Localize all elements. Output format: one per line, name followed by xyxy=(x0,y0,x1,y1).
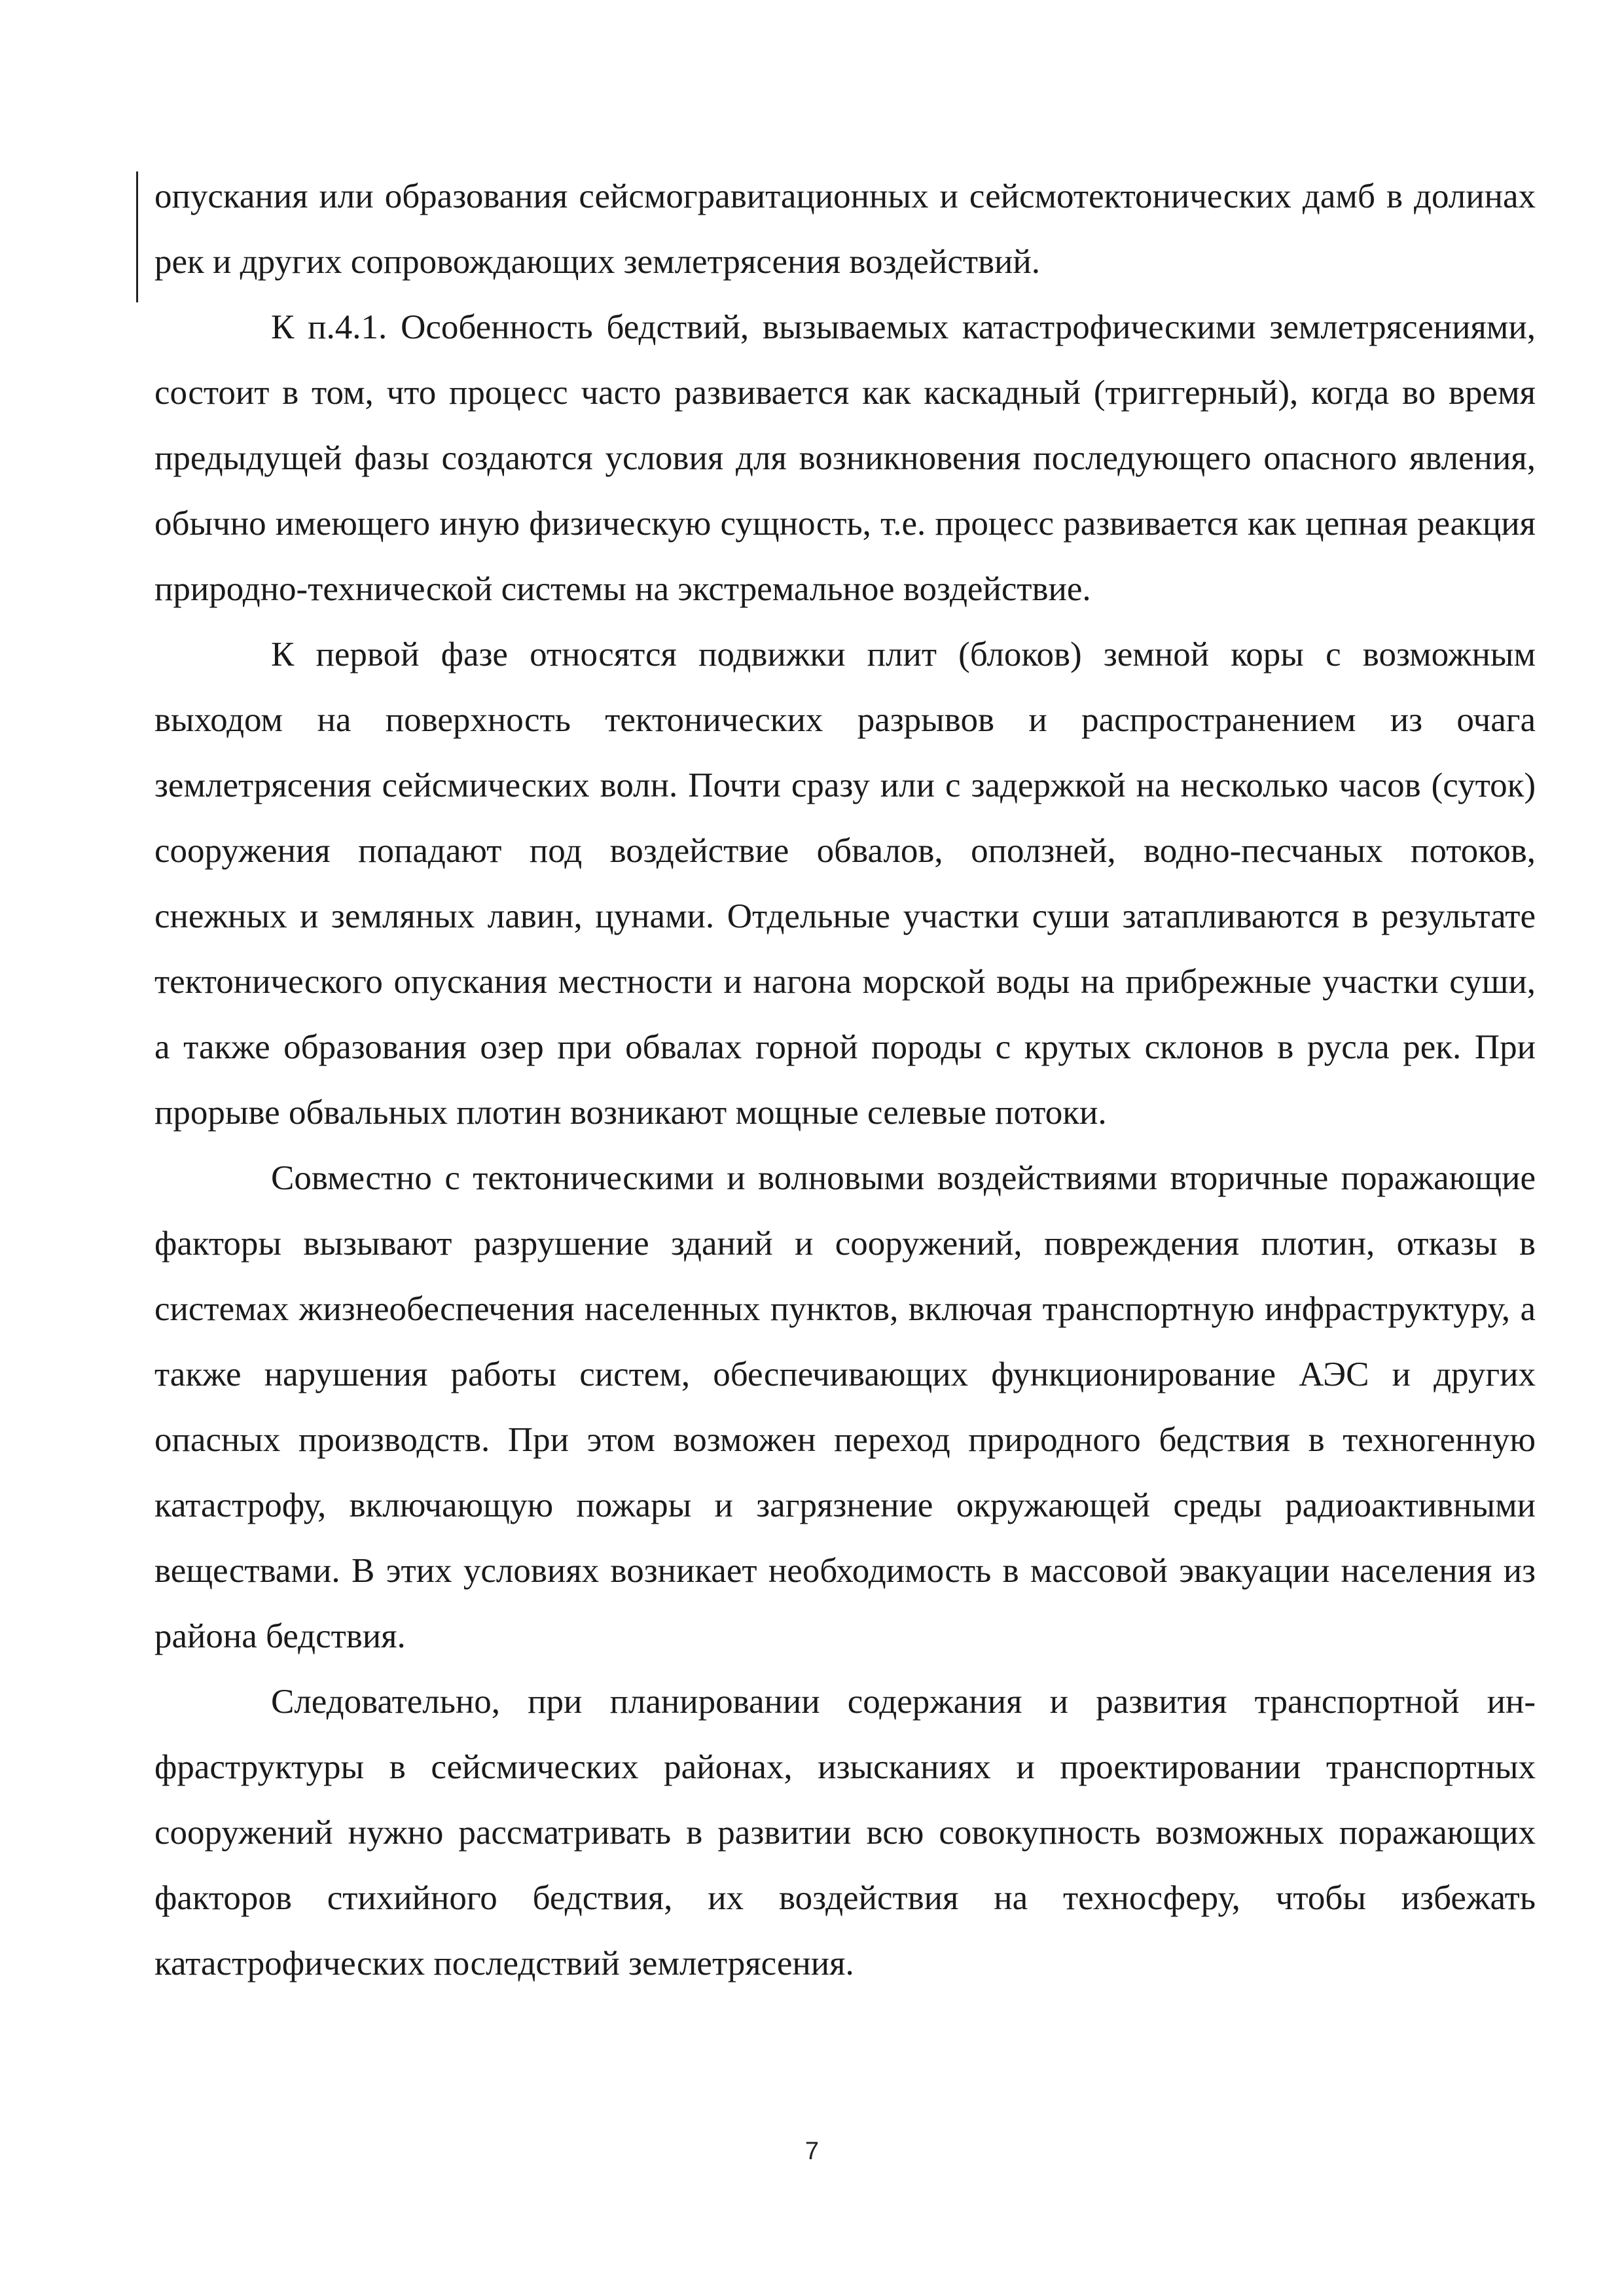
paragraph-continuation: опускания или образования сейсмогравитационных и сейсмотектонических дамб в долинах рек и других сопровождающих землетрясения воздействий. xyxy=(154,177,1536,281)
revision-change-bar xyxy=(136,171,138,302)
paragraph-section-4-1: К п.4.1. Особенность бедствий, вызываемых катастрофическими землетрясениями, состоит в том, что процесс часто развивается как каскадный (триггерный), когда во время предыдущей фазы создаются условия для возникновения последующего опасного явления, обычно имеющего иную физическую сущность, т.е. процесс развивается как цепная реакция природно-технической системы на экстремальное воздействие. xyxy=(154,308,1536,608)
body-text xyxy=(154,164,1536,1996)
paragraph-secondary-factors: Совместно с тектоническими и волновыми воздействиями вторичные поражающие факторы вызывают разрушение зданий и сооружений, повреждения плотин, отказы в системах жизнеобеспечения населенных пунктов, включая транспортную инфраструктуру, а также нарушения работы систем, обеспечивающих функционирование АЭС и других опасных производств. При этом возможен переход природного бедствия в техногенную катастрофу, включающую пожары и загрязнение окружающей среды радиоактивными веществами. В этих условиях возникает необходимость в массовой эвакуации населения из района бедствия. xyxy=(154,1159,1536,1655)
page-number: 7 xyxy=(804,2138,820,2165)
paragraph-conclusion: Следовательно, при планировании содержания и развития транспортной инфраструктуры в сейсмических районах, изысканиях и проектировании транспортных сооружений нужно рассматривать в развитии всю совокупность возможных поражающих факторов стихийного бедствия, их воздействия на техносферу, чтобы избежать катастрофических последствий землетрясения. xyxy=(154,1683,1536,1982)
paragraph-first-phase: К первой фазе относятся подвижки плит (блоков) земной коры с возможным выходом на поверхность тектонических разрывов и распространением из очага землетрясения сейсмических волн. Почти сразу или с задержкой на несколько часов (суток) сооружения попадают под воздействие обвалов, оползней, водно-песчаных потоков, снежных и земляных лавин, цунами. Отдельные участки суши затапливаются в результате тектонического опускания местности и нагона морской воды на прибрежные участки суши, а также образования озер при обвалах горной породы с крутых склонов в русла рек. При прорыве обвальных плотин возникают мощные селевые потоки. xyxy=(154,636,1536,1132)
